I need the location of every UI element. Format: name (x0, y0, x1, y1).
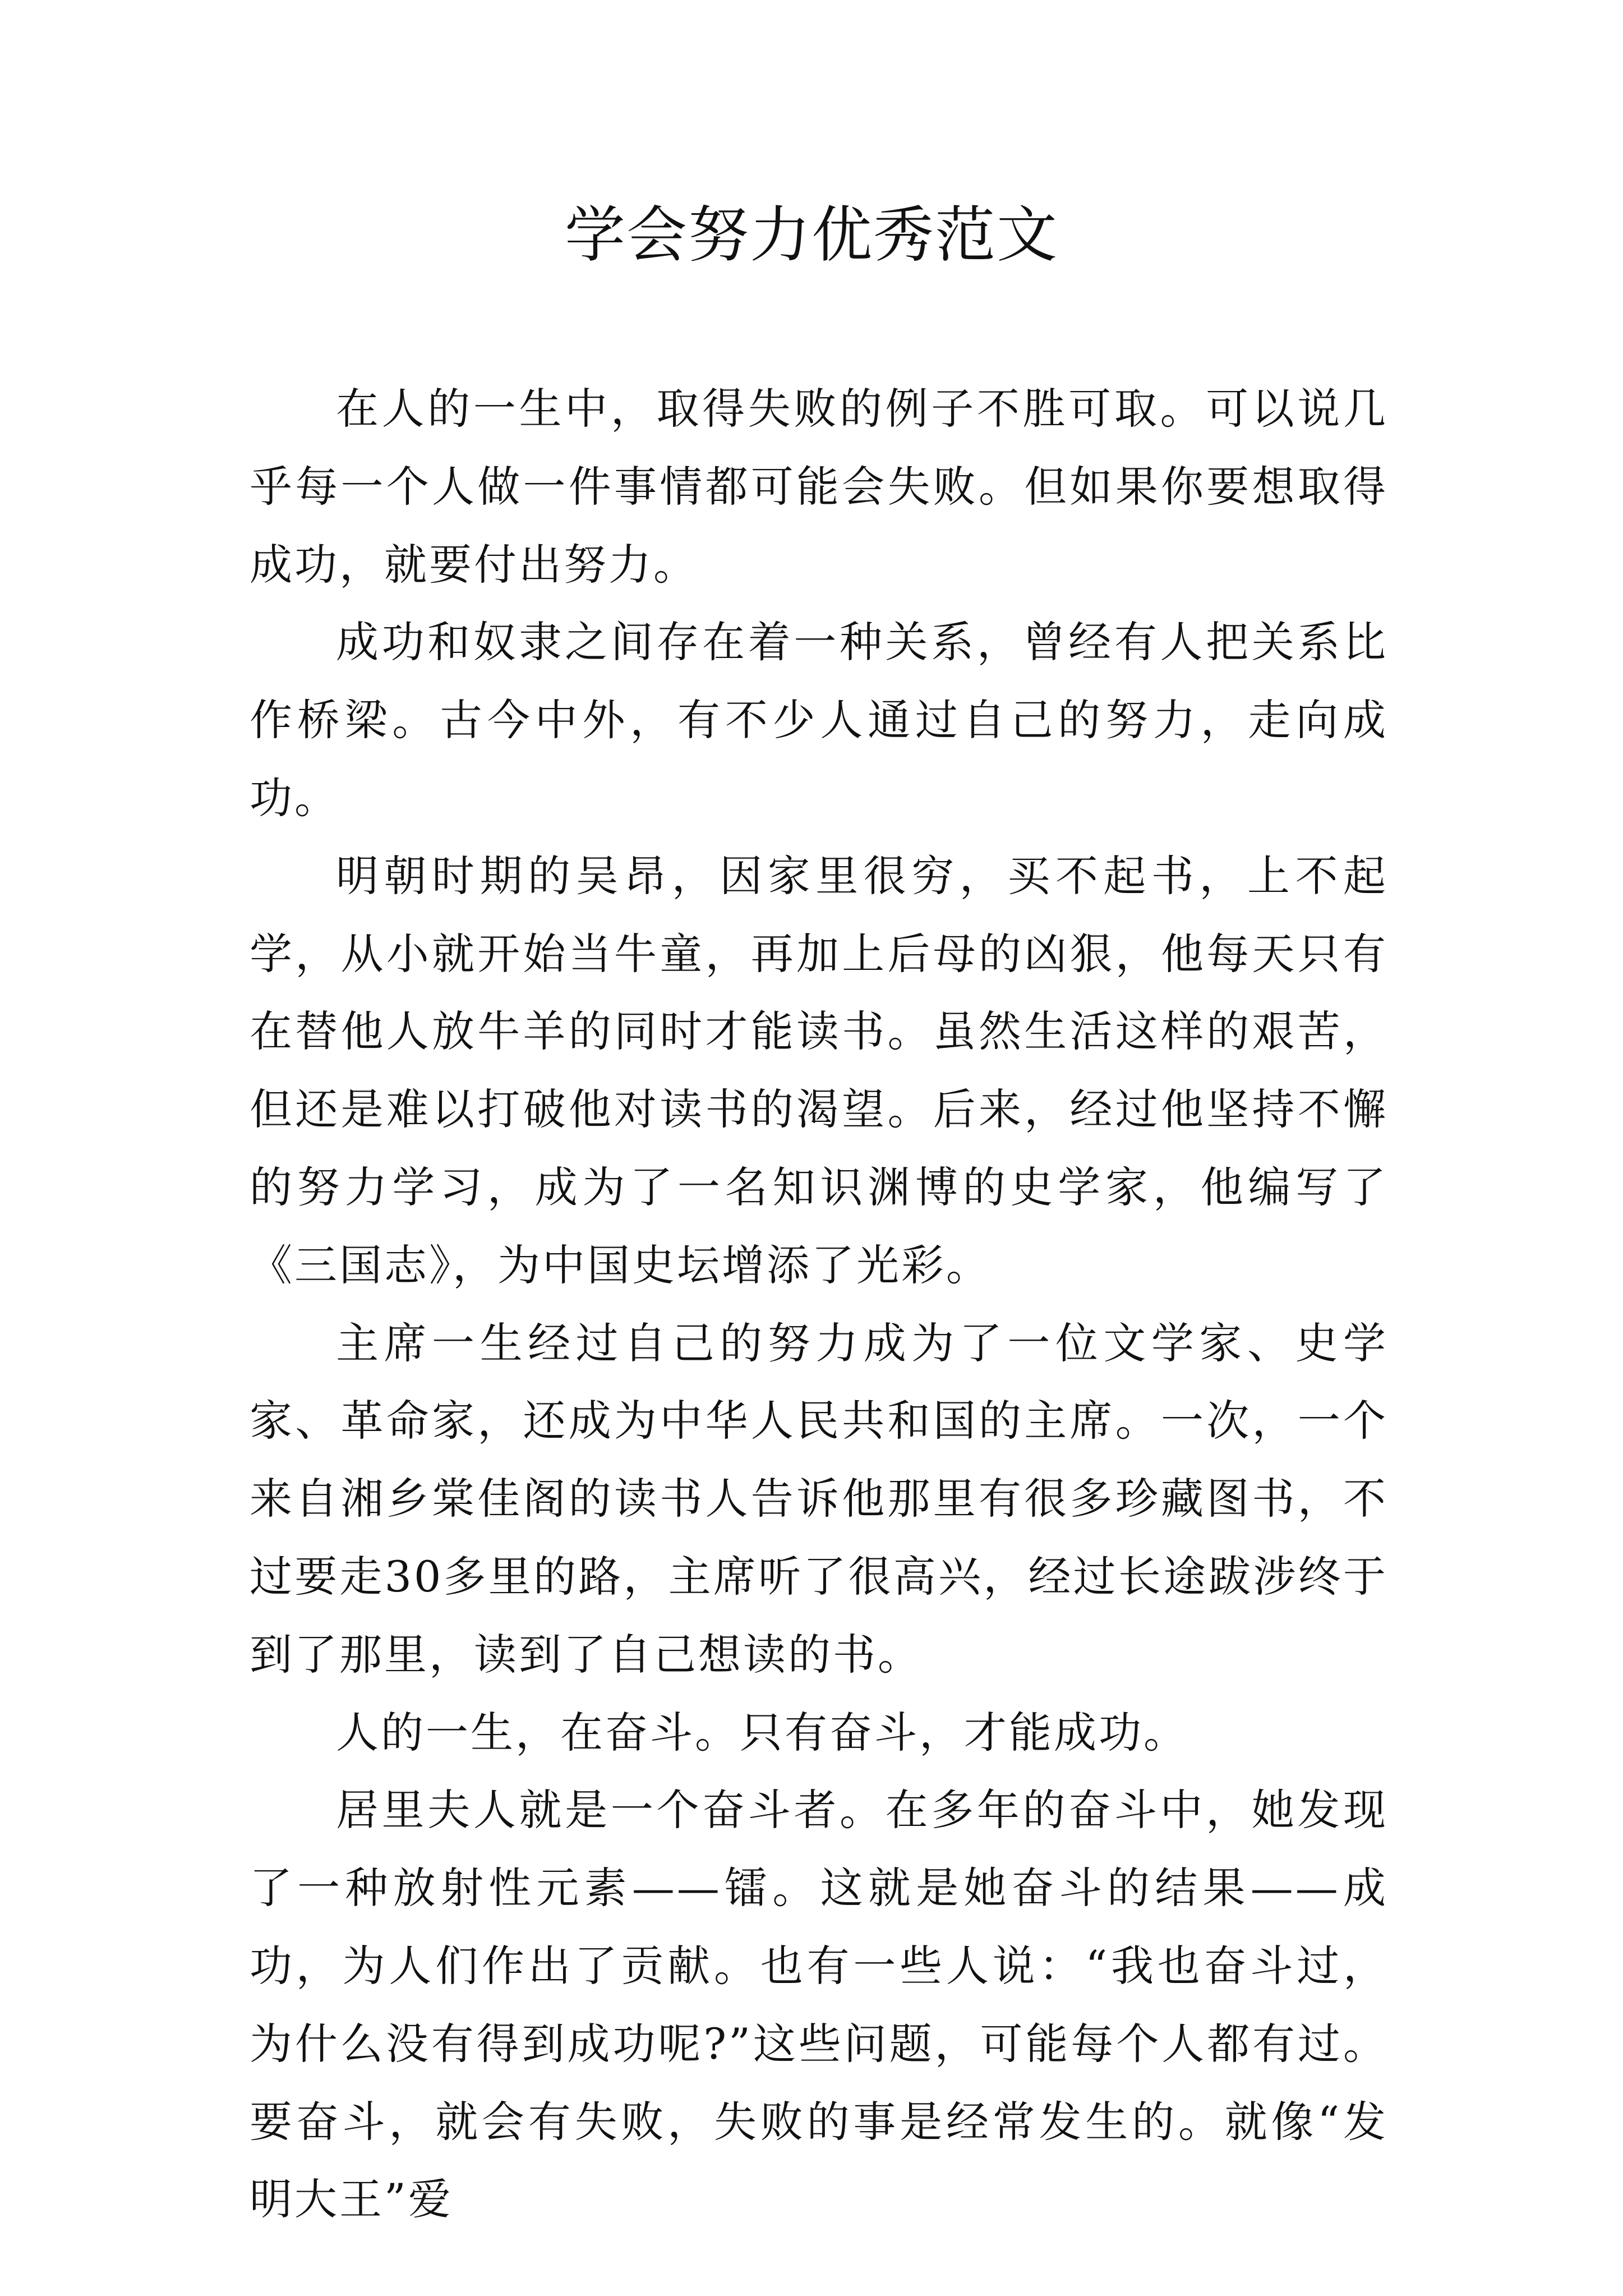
paragraph: 主席一生经过自己的努力成为了一位文学家、史学家、革命家，还成为中华人民共和国的主席。一次，一个来自湘乡棠佳阁的读书人告诉他那里有很多珍藏图书，不过要走30多里的路，主席听了很高兴，经过长途跋涉终于到了那里，读到了自己想读的书。 (250, 1318, 1388, 1680)
document-body (250, 370, 1388, 2239)
paragraph: 成功和奴隶之间存在着一种关系，曾经有人把关系比作桥梁。古今中外，有不少人通过自己的努力，走向成功。 (250, 617, 1388, 823)
paragraph: 人的一生，在奋斗。只有奋斗，才能成功。 (336, 1707, 1188, 1757)
paragraph: 在人的一生中，取得失败的例子不胜可取。可以说几乎每一个人做一件事情都可能会失败。但如果你要想取得成功，就要付出努力。 (250, 384, 1388, 590)
paragraph: 明朝时期的吴昂，因家里很穷，买不起书，上不起学，从小就开始当牛童，再加上后母的凶狠，他每天只有在替他人放牛羊的同时才能读书。虽然生活这样的艰苦，但还是难以打破他对读书的渴望。后来，经过他坚持不懈的努力学习，成为了一名知识渊博的史学家，他编写了《三国志》，为中国史坛增添了光彩。 (250, 850, 1388, 1290)
document-title: 学会努力优秀范文 (564, 200, 1058, 270)
paragraph: 居里夫人就是一个奋斗者。在多年的奋斗中，她发现了一种放射性元素——镭。这就是她奋斗的结果——成功，为人们作出了贡献。也有一些人说：“我也奋斗过，为什么没有得到成功呢?”这些问题，可能每个人都有过。要奋斗，就会有失败，失败的事是经常发生的。就像“发明大王”爱 (250, 1785, 1388, 2225)
